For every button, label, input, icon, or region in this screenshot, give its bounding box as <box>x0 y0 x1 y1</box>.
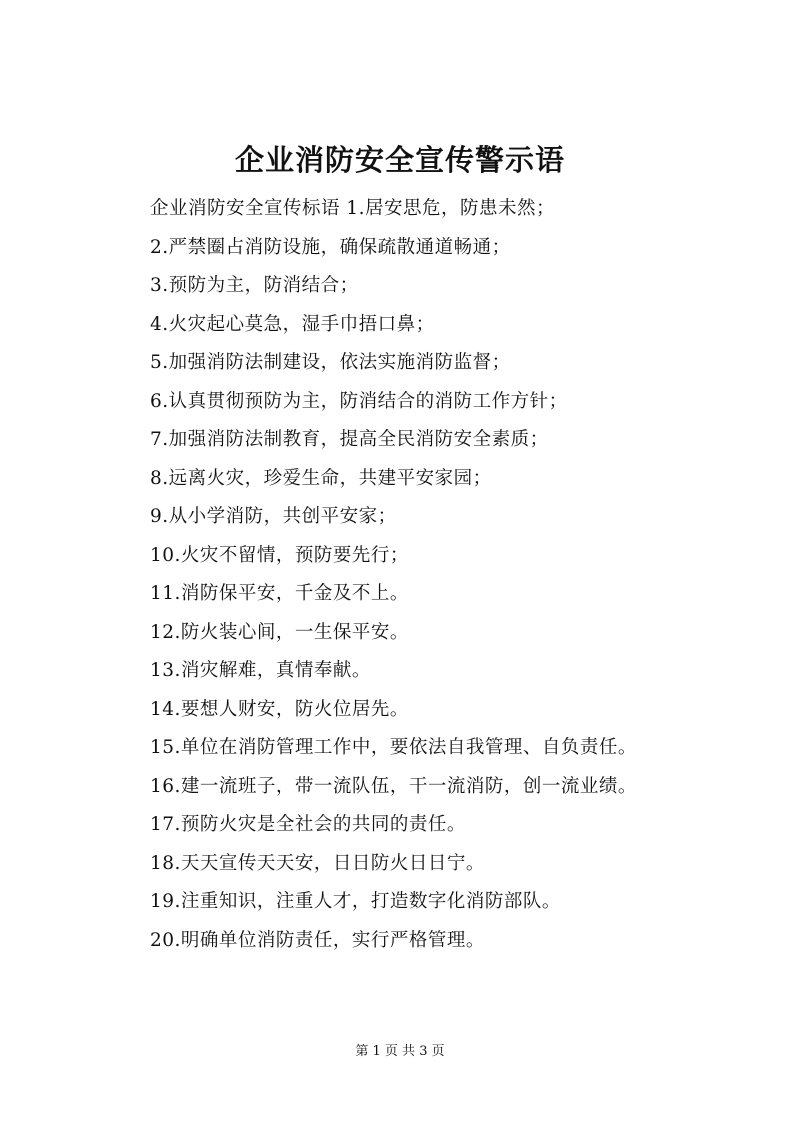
slogan-line: 4.火灾起心莫急，湿手巾捂口鼻； <box>150 313 435 335</box>
slogan-line: 20.明确单位消防责任，实行严格管理。 <box>150 929 485 951</box>
slogan-line: 2.严禁圈占消防设施，确保疏散通道畅通； <box>150 236 511 258</box>
slogan-line: 11.消防保平安，千金及不上。 <box>150 583 409 604</box>
slogan-line: 15.单位在消防管理工作中，要依法自我管理、自负责任。 <box>150 737 637 758</box>
slogan-line: 6.认真贯彻预防为主，防消结合的消防工作方针； <box>150 390 568 412</box>
slogan-line: 5.加强消防法制建设，依法实施消防监督； <box>150 352 511 373</box>
slogan-line: 7.加强消防法制教育，提高全民消防安全素质； <box>150 429 549 450</box>
slogan-line: 9.从小学消防，共创平安家； <box>150 506 397 527</box>
slogan-line: 10.火灾不留情，预防要先行； <box>150 544 409 566</box>
slogan-line: 8.远离火灾，珍爱生命，共建平安家园； <box>150 467 492 489</box>
slogan-line: 13.消灾解难，真情奉献。 <box>150 660 371 681</box>
slogan-line: 3.预防为主，防消结合； <box>150 275 359 296</box>
slogan-line: 12.防火装心间，一生保平安。 <box>150 621 409 643</box>
document-title: 企业消防安全宣传警示语 <box>234 143 565 177</box>
slogan-line: 17.预防火灾是全社会的共同的责任。 <box>150 814 466 835</box>
slogan-line: 18.天天宣传天天安，日日防火日日宁。 <box>150 852 485 874</box>
slogan-line: 14.要想人财安，防火位居先。 <box>150 698 409 720</box>
slogan-line: 19.注重知识，注重人才，打造数字化消防部队。 <box>150 891 561 912</box>
slogan-line: 16.建一流班子，带一流队伍，干一流消防，创一流业绩。 <box>150 775 637 797</box>
page-number: 第 1 页 共 3 页 <box>355 1044 445 1059</box>
slogan-line: 企业消防安全宣传标语 1.居安思危，防患未然； <box>150 198 556 219</box>
slogan-list <box>150 190 750 960</box>
